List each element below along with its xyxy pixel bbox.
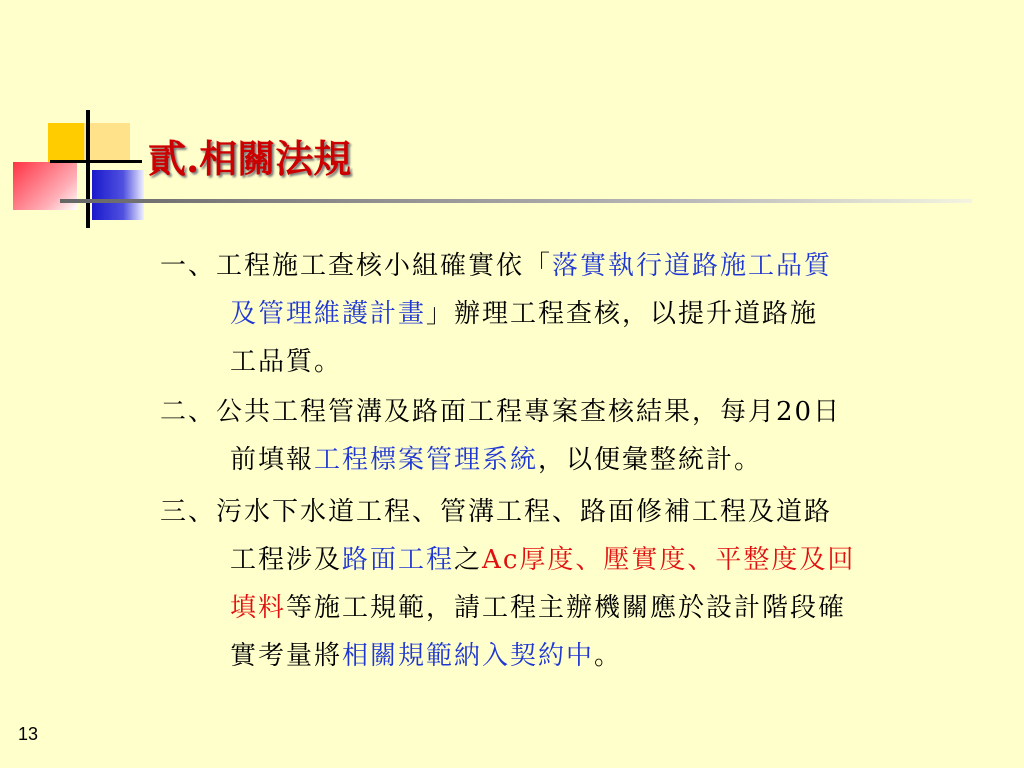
text-run: 之: [454, 545, 483, 575]
text-run: 三、污水下水道工程、管溝工程、路面修補工程及道路: [160, 497, 833, 527]
list-line: [160, 632, 990, 680]
decor-vertical-line: [86, 110, 90, 228]
list-line: [160, 388, 990, 436]
text-run: 。: [594, 641, 623, 671]
text-run: ，以便彙整統計。: [538, 445, 763, 475]
text-run: 」辦理工程查核，以提升道路施: [426, 299, 819, 329]
decor-blue-square: [92, 170, 144, 220]
list-item-2: [160, 388, 990, 484]
list-line: [160, 436, 990, 484]
list-line: [160, 488, 990, 536]
page-number: 13: [18, 724, 39, 744]
text-run: 及管理維護計畫: [230, 299, 427, 329]
decor-yellow-square: [48, 123, 84, 163]
text-run: 相關規範納入契約中: [342, 641, 595, 671]
decor-horizontal-line: [50, 160, 142, 163]
text-run: 前填報: [230, 445, 315, 475]
text-run: 工程涉及: [230, 545, 343, 575]
list-line: [160, 242, 990, 290]
text-run: 路面工程: [342, 545, 455, 575]
text-run: 等施工規範，請工程主辦機關應於設計階段確: [286, 593, 847, 623]
text-run: 實考量將: [230, 641, 343, 671]
text-run: Ac厚度、壓實度、平整度及回: [482, 545, 856, 575]
list-line: [160, 290, 990, 338]
text-run: 落實執行道路施工品質: [552, 251, 833, 281]
text-run: 填料: [230, 593, 287, 623]
text-run: 二、公共工程管溝及路面工程專案查核結果，每月20日: [160, 397, 842, 427]
list-item-1: [160, 242, 990, 386]
list-line: [160, 584, 990, 632]
decor-gray-square: [84, 123, 130, 163]
list-item-3: [160, 488, 990, 680]
list-line: [160, 536, 990, 584]
list-line: [160, 338, 990, 386]
text-run: 工品質。: [230, 347, 343, 377]
text-run: 一、工程施工查核小組確實依「: [160, 251, 553, 281]
text-run: 工程標案管理系統: [314, 445, 539, 475]
slide-title: 貳.相關法規: [148, 136, 352, 181]
title-underline: [60, 199, 972, 203]
